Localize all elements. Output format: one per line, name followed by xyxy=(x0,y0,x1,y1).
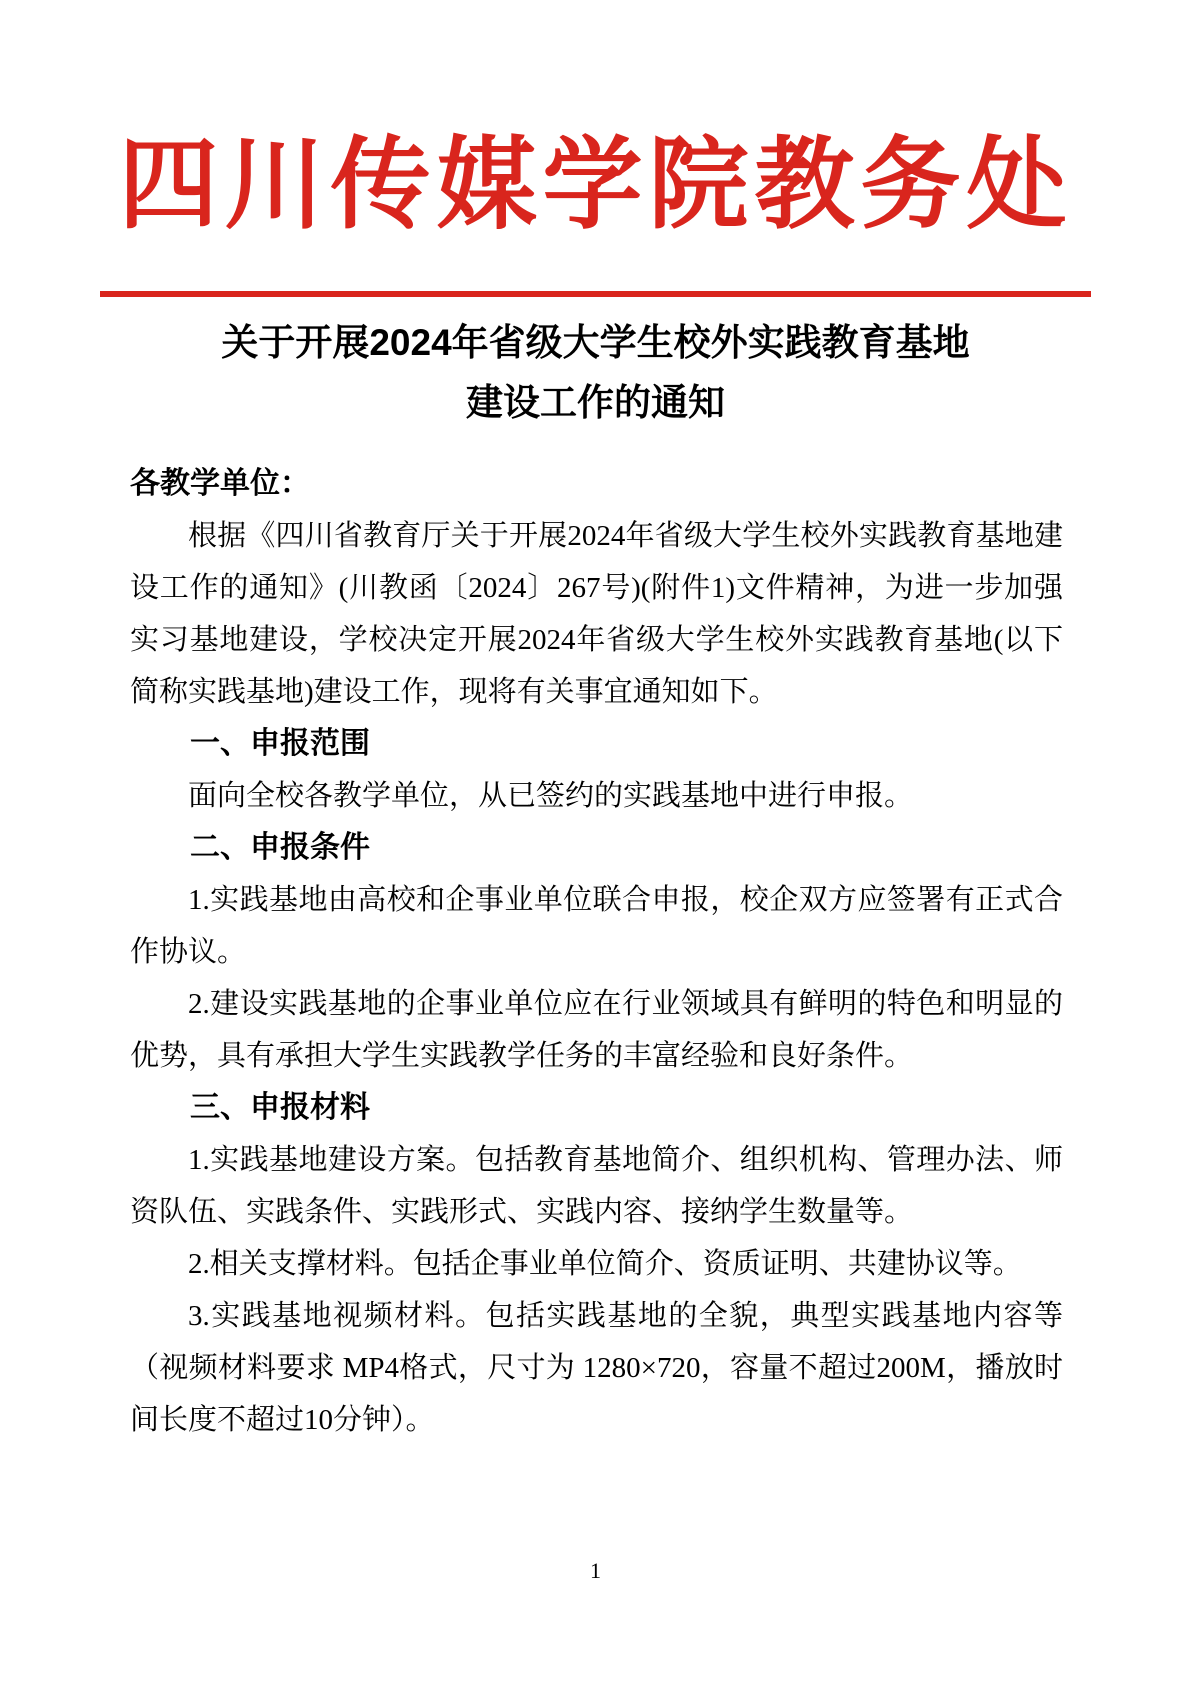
paragraph-material-3: 3.实践基地视频材料。包括实践基地的全貌，典型实践基地内容等（视频材料要求 MP4格式，尺寸为 1280×720，容量不超过200M，播放时间长度不超过10分钟）。 xyxy=(130,1300,1063,1436)
section-heading-3: 三、申报材料 xyxy=(190,1091,370,1124)
paragraph-material-1: 1.实践基地建设方案。包括教育基地简介、组织机构、管理办法、师资队伍、实践条件、实践形式、实践内容、接纳学生数量等。 xyxy=(130,1144,1063,1228)
paragraph-scope: 面向全校各教学单位，从已签约的实践基地中进行申报。 xyxy=(188,780,914,812)
page-number: 1 xyxy=(590,1558,601,1583)
paragraph-condition-1: 1.实践基地由高校和企事业单位联合申报，校企双方应签署有正式合作协议。 xyxy=(130,884,1063,968)
paragraph-intro: 根据《四川省教育厅关于开展2024年省级大学生校外实践教育基地建设工作的通知》(川教函〔2024〕267号)(附件1)文件精神，为进一步加强实习基地建设，学校决定开展2024年省级大学生校外实践教育基地(以下简称实践基地)建设工作，现将有关事宜通知如下。 xyxy=(130,520,1063,708)
paragraph-condition-2: 2.建设实践基地的企事业单位应在行业领域具有鲜明的特色和明显的优势，具有承担大学生实践教学任务的丰富经验和良好条件。 xyxy=(130,988,1063,1072)
section-heading-2: 二、申报条件 xyxy=(190,831,370,864)
masthead-divider-line xyxy=(100,291,1091,297)
section-heading-1: 一、申报范围 xyxy=(190,727,370,760)
paragraph-material-2: 2.相关支撑材料。包括企事业单位简介、资质证明、共建协议等。 xyxy=(188,1248,1022,1280)
document-title-line1: 关于开展2024年省级大学生校外实践教育基地 xyxy=(221,322,970,363)
document-title xyxy=(0,313,1191,433)
masthead xyxy=(0,0,1191,243)
document-title-line2: 建设工作的通知 xyxy=(466,382,725,423)
document-body xyxy=(130,458,1063,1446)
masthead-title: 四川传媒学院教务处 xyxy=(118,130,1073,241)
salutation: 各教学单位： xyxy=(130,467,310,500)
